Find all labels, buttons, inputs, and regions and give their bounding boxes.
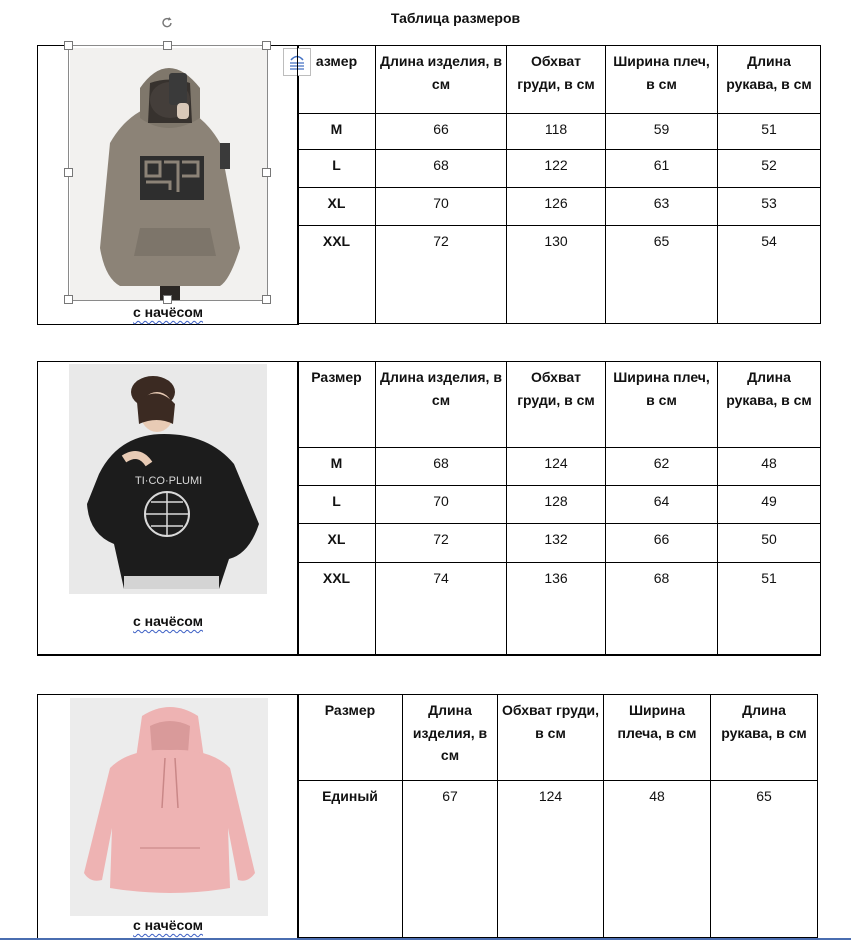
value-cell: 52 — [718, 150, 821, 188]
value-cell: 51 — [718, 563, 821, 656]
table-header-row — [298, 695, 818, 781]
col-header: Ширина плеч, в см — [606, 46, 718, 114]
col-header: Ширина плеч, в см — [606, 362, 718, 448]
value-cell: 67 — [403, 781, 498, 938]
size-cell: XL — [298, 524, 376, 563]
value-cell: 65 — [606, 226, 718, 324]
value-cell: 68 — [376, 150, 507, 188]
col-header: Размер — [298, 695, 403, 781]
value-cell: 74 — [376, 563, 507, 656]
photo-cell-2 — [37, 361, 299, 656]
value-cell: 72 — [376, 524, 507, 563]
col-header: Обхват груди, в см — [507, 46, 606, 114]
col-header: Обхват груди, в см — [498, 695, 604, 781]
value-cell: 136 — [507, 563, 606, 656]
col-header: Длина рукава, в см — [718, 46, 821, 114]
size-cell: L — [298, 486, 376, 524]
table-header-row — [298, 46, 821, 114]
value-cell: 128 — [507, 486, 606, 524]
value-cell: 130 — [507, 226, 606, 324]
table-bottom-border — [37, 654, 821, 656]
col-header: азмер — [298, 46, 376, 114]
value-cell: 61 — [606, 150, 718, 188]
table-row — [298, 226, 821, 324]
size-cell: XXL — [298, 226, 376, 324]
value-cell: 48 — [718, 448, 821, 486]
value-cell: 70 — [376, 188, 507, 226]
value-cell: 68 — [376, 448, 507, 486]
table-row — [298, 150, 821, 188]
caption-3: с начёсом — [133, 917, 203, 933]
value-cell: 62 — [606, 448, 718, 486]
value-cell: 66 — [606, 524, 718, 563]
resize-handle-ml[interactable] — [64, 168, 73, 177]
value-cell: 64 — [606, 486, 718, 524]
size-cell: L — [298, 150, 376, 188]
size-cell: M — [298, 448, 376, 486]
table-header-row — [298, 362, 821, 448]
resize-handle-mr[interactable] — [262, 168, 271, 177]
col-header: Длина изделия, в см — [376, 46, 507, 114]
resize-handle-tr[interactable] — [262, 41, 271, 50]
hoodie-photo-black[interactable] — [69, 364, 267, 594]
value-cell: 70 — [376, 486, 507, 524]
svg-text:TI·CO·PLUMI: TI·CO·PLUMI — [135, 475, 203, 487]
value-cell: 48 — [604, 781, 711, 938]
value-cell: 49 — [718, 486, 821, 524]
resize-handle-bl[interactable] — [64, 295, 73, 304]
resize-handle-tm[interactable] — [163, 41, 172, 50]
image-selection-frame — [68, 45, 268, 301]
caption-2: с начёсом — [133, 613, 203, 629]
col-header: Ширина плеча, в см — [604, 695, 711, 781]
table-row — [298, 781, 818, 938]
document-title: Таблица размеров — [390, 10, 521, 26]
size-cell: XL — [298, 188, 376, 226]
table-row — [298, 524, 821, 563]
value-cell: 50 — [718, 524, 821, 563]
value-cell: 51 — [718, 114, 821, 150]
value-cell: 63 — [606, 188, 718, 226]
col-header: Обхват груди, в см — [507, 362, 606, 448]
size-cell: XXL — [298, 563, 376, 656]
col-header: Длина рукава, в см — [718, 362, 821, 448]
table-row — [298, 448, 821, 486]
col-header: Длина рукава, в см — [711, 695, 818, 781]
page-edge-line — [0, 938, 851, 940]
table-row — [298, 188, 821, 226]
table-row — [298, 114, 821, 150]
resize-handle-br[interactable] — [262, 295, 271, 304]
resize-handle-tl[interactable] — [64, 41, 73, 50]
value-cell: 118 — [507, 114, 606, 150]
size-table-2 — [297, 361, 821, 656]
photo-cell-3 — [37, 694, 299, 940]
value-cell: 126 — [507, 188, 606, 226]
resize-handle-bm[interactable] — [163, 295, 172, 304]
size-table-1 — [297, 45, 821, 324]
hoodie-photo-pink[interactable] — [70, 698, 268, 916]
value-cell: 132 — [507, 524, 606, 563]
value-cell: 72 — [376, 226, 507, 324]
rotate-handle-icon[interactable] — [160, 16, 174, 30]
value-cell: 65 — [711, 781, 818, 938]
table-row — [298, 486, 821, 524]
value-cell: 66 — [376, 114, 507, 150]
value-cell: 68 — [606, 563, 718, 656]
value-cell: 54 — [718, 226, 821, 324]
value-cell: 124 — [498, 781, 604, 938]
size-cell: Единый — [298, 781, 403, 938]
value-cell: 124 — [507, 448, 606, 486]
caption-1: с начёсом — [133, 304, 203, 320]
table-row — [298, 563, 821, 656]
col-header: Размер — [298, 362, 376, 448]
col-header: Длина изделия, в см — [376, 362, 507, 448]
size-cell: M — [298, 114, 376, 150]
value-cell: 59 — [606, 114, 718, 150]
col-header: Длина изделия, в см — [403, 695, 498, 781]
value-cell: 53 — [718, 188, 821, 226]
value-cell: 122 — [507, 150, 606, 188]
size-table-3 — [297, 694, 818, 938]
